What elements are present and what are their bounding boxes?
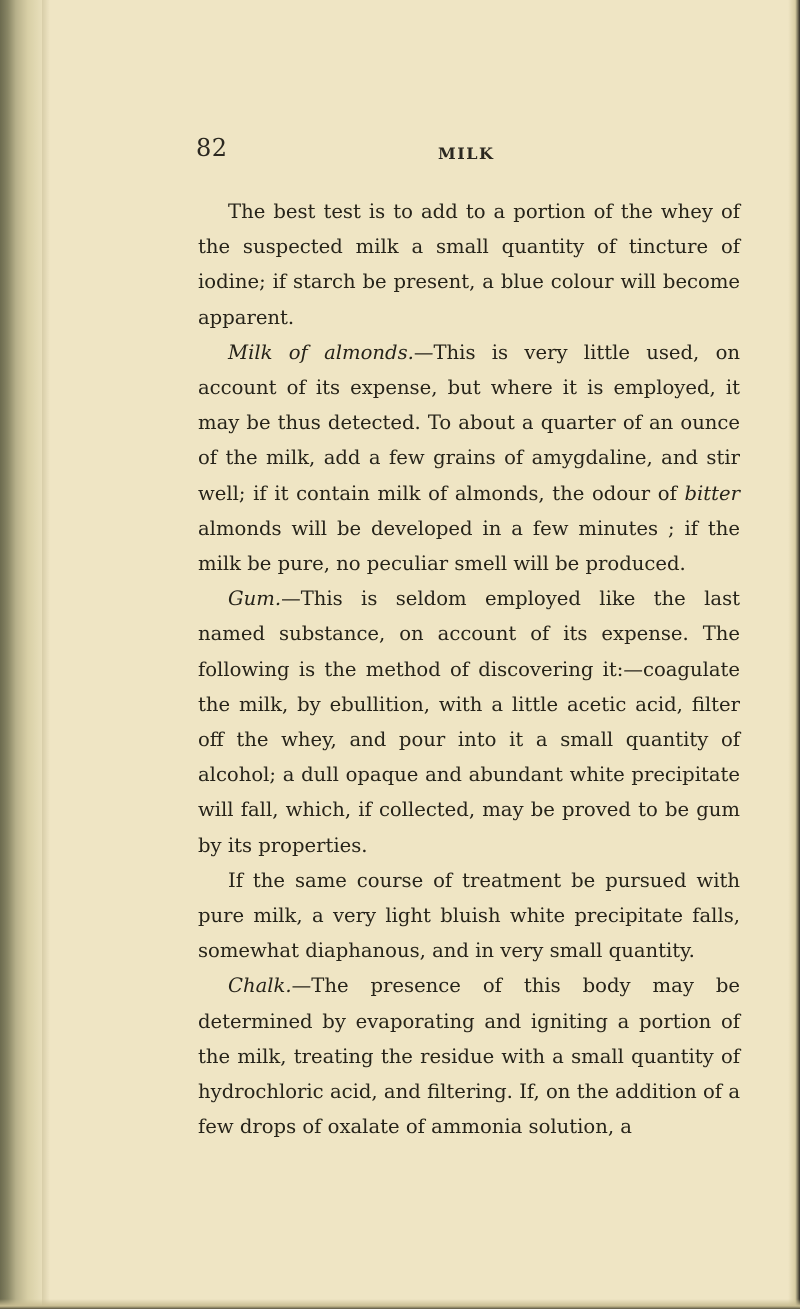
section-heading-gum: Gum.	[228, 587, 282, 611]
paragraph-chalk	[198, 968, 740, 1144]
paragraph-text: —The presence of this body may be determined by evaporating and igniting a portion of the milk, treating the residue with a small quantity of hydrochloric acid, and filtering. If, on the addition of a few drops of oxalate of ammonia solution, a	[198, 974, 740, 1139]
paragraph-text: If the same course of treatment be pursued with pure milk, a very light bluish white precipitate falls, somewhat diaphanous, and in very small quantity.	[198, 868, 740, 963]
paragraph-starch-test	[198, 194, 740, 335]
page-header	[0, 134, 800, 174]
paragraph-milk-of-almonds	[198, 335, 740, 581]
page-edge-right	[788, 0, 800, 1309]
page-edge-bottom	[0, 1299, 800, 1309]
section-heading-milk-of-almonds: Milk of almonds.	[228, 340, 414, 364]
paragraph-pure-milk	[198, 863, 740, 969]
book-binding	[0, 0, 42, 1309]
paragraph-text: The best test is to add to a portion of the whey of the suspected milk a small quantity of tincture of iodine; if starch be present, a blue colour will become apparent.	[198, 200, 740, 329]
body-text	[198, 194, 740, 1144]
page-number: 82	[196, 134, 228, 162]
running-head: MILK	[438, 144, 495, 163]
gutter-shadow	[42, 0, 50, 1309]
paragraph-text: —This is very little used, on account of its expense, but where it is employed, it may be thus detected. To about a quarter of an ounce of the milk, add a few grains of amygdaline, and stir well; if it contain milk of almonds, the odour of	[198, 340, 740, 505]
paragraph-gum	[198, 581, 740, 863]
paragraph-text: almonds will be developed in a few minutes ; if the milk be pure, no peculiar smell will be produced.	[198, 516, 740, 576]
section-heading-chalk: Chalk.	[228, 974, 292, 998]
paragraph-text: —This is seldom employed like the last named substance, on account of its expense. The following is the method of discovering it:—coagulate the milk, by ebullition, with a little acetic acid, filter off the whey, and pour into it a small quantity of alcohol; a dull opaque and abundant white precipitate will fall, which, if collected, may be proved to be gum by its properties.	[198, 587, 740, 857]
italic-term-bitter: bitter	[684, 481, 740, 505]
